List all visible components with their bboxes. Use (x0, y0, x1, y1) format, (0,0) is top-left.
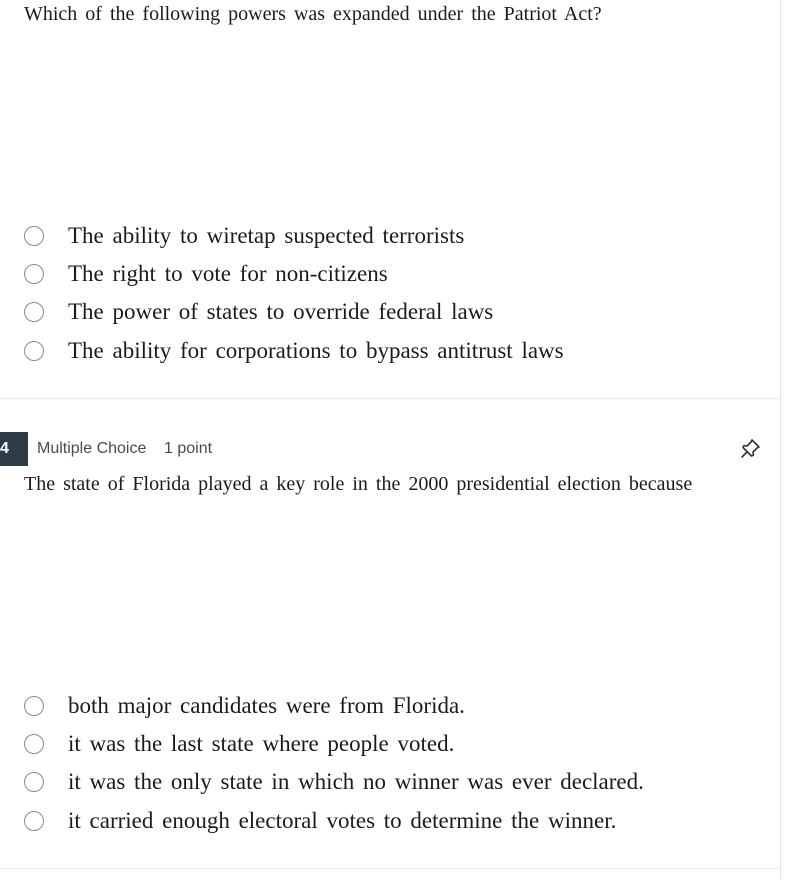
question-3-text: Which of the following powers was expanded under the Patriot Act? (24, 3, 602, 25)
question-4-option-2[interactable] (22, 727, 454, 761)
question-4-option-1[interactable] (22, 689, 465, 723)
option-label: it was the last state where people voted. (68, 731, 455, 756)
radio-button[interactable] (24, 696, 44, 716)
radio-button[interactable] (24, 341, 44, 361)
question-number: 4 (0, 440, 9, 457)
question-4-option-4[interactable] (22, 804, 616, 838)
question-divider (0, 398, 780, 399)
question-divider (0, 868, 780, 869)
option-label: The right to vote for non-citizens (68, 261, 388, 286)
radio-button[interactable] (24, 811, 44, 831)
radio-button[interactable] (24, 302, 44, 322)
pin-icon[interactable] (738, 437, 762, 461)
question-type: Multiple Choice (37, 440, 147, 457)
question-3-option-3[interactable] (22, 295, 493, 329)
question-4-option-3[interactable] (22, 765, 644, 799)
question-points: 1 point (164, 440, 213, 457)
radio-button[interactable] (24, 226, 44, 246)
radio-button[interactable] (24, 772, 44, 792)
option-label: it carried enough electoral votes to determine the winner. (68, 808, 617, 833)
radio-button[interactable] (24, 264, 44, 284)
question-3-option-2[interactable] (22, 257, 388, 291)
option-label: The power of states to override federal laws (68, 299, 494, 324)
page-gutter (781, 0, 793, 880)
question-4-text: The state of Florida played a key role in the 2000 presidential election because (24, 473, 693, 495)
radio-button[interactable] (24, 734, 44, 754)
option-label: it was the only state in which no winner was ever declared. (68, 769, 644, 794)
option-label: The ability for corporations to bypass antitrust laws (68, 338, 564, 363)
question-3-option-1[interactable] (22, 219, 464, 253)
question-number-badge (0, 432, 28, 466)
option-label: both major candidates were from Florida. (68, 693, 465, 718)
option-label: The ability to wiretap suspected terrorists (68, 223, 465, 248)
question-3-option-4[interactable] (22, 334, 564, 368)
